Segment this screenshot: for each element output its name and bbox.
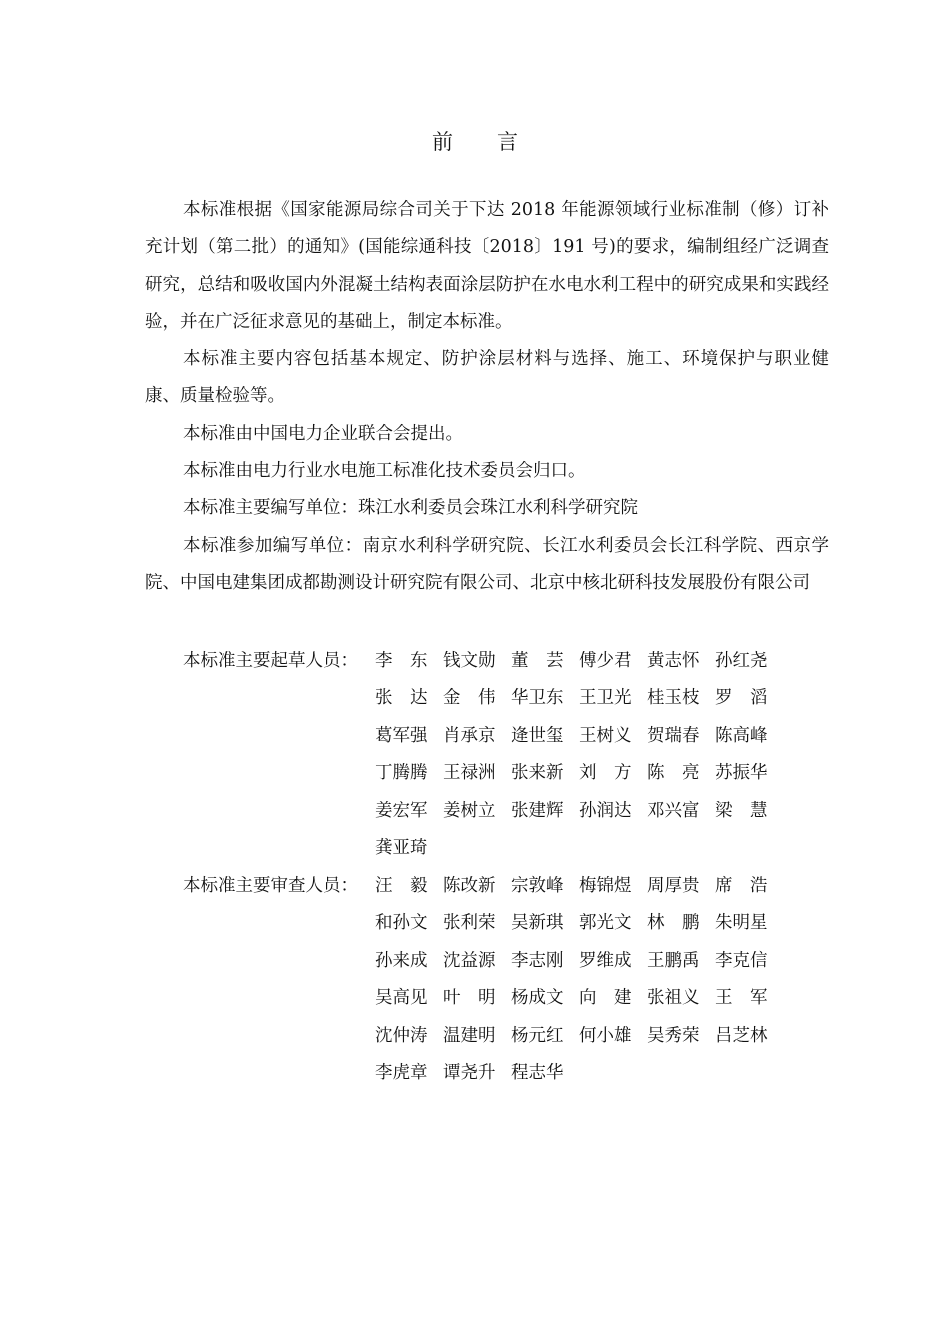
person-name: 杨成文 xyxy=(511,988,564,1009)
person-name: 罗 滔 xyxy=(715,688,768,709)
person-name: 李克信 xyxy=(715,950,768,971)
person-name: 汪 毅 xyxy=(375,876,428,896)
person-name: 王卫光 xyxy=(579,688,632,709)
paragraph-content: 本标准主要内容包括基本规定、防护涂层材料与选择、施工、环境保护与职业健康、质量检验等。 xyxy=(145,349,829,407)
person-name: 陈高峰 xyxy=(715,725,768,746)
person-name: 黄志怀 xyxy=(647,651,700,671)
person-name: 李虎章 xyxy=(375,1063,428,1083)
person-name: 姜宏军 xyxy=(375,800,428,821)
title-char: 前 xyxy=(432,130,453,154)
person-name: 和孙文 xyxy=(375,913,428,934)
person-name: 肖承京 xyxy=(443,725,496,746)
person-name: 傅少君 xyxy=(579,651,632,671)
person-name: 张 达 xyxy=(375,688,428,709)
person-name: 龚亚琦 xyxy=(375,838,428,858)
person-name: 郭光文 xyxy=(579,913,632,934)
person-name: 张来新 xyxy=(511,763,564,784)
person-name: 吴新琪 xyxy=(511,913,564,934)
person-name: 沈益源 xyxy=(443,950,496,971)
person-name: 陈 亮 xyxy=(647,763,700,784)
person-name: 王禄洲 xyxy=(443,763,496,784)
person-name: 钱文勋 xyxy=(443,651,496,671)
person-name: 席 浩 xyxy=(715,876,768,896)
person-name: 叶 明 xyxy=(443,988,496,1009)
paragraph-proposer: 本标准由中国电力企业联合会提出。 xyxy=(183,424,463,444)
person-name: 金 伟 xyxy=(443,688,496,709)
paragraph-basis: 本标准根据《国家能源局综合司关于下达 2018 年能源领域行业标准制（修）订补充计划（第二批）的通知》(国能综通科技〔2018〕191 号)的要求，编制组经广泛调查研究，总结和吸收国内外混凝土结构表面涂层防护在水电水利工程中的研究成果和实践经验，并在广泛征求意见的基础上，制定本标准。 xyxy=(145,200,829,333)
person-name: 张建辉 xyxy=(511,800,564,821)
person-name: 向 建 xyxy=(579,988,632,1009)
person-name: 罗维成 xyxy=(579,950,632,971)
person-name: 逄世玺 xyxy=(511,725,564,746)
person-name: 谭尧升 xyxy=(443,1063,496,1083)
person-name: 葛军强 xyxy=(375,725,428,746)
person-name: 苏振华 xyxy=(715,763,768,784)
person-name: 贺瑞春 xyxy=(647,725,700,746)
person-name: 刘 方 xyxy=(579,763,632,784)
person-name: 王鹏禹 xyxy=(647,950,700,971)
paragraph-administrator: 本标准由电力行业水电施工标准化技术委员会归口。 xyxy=(183,461,586,481)
person-name: 吴秀荣 xyxy=(647,1025,700,1046)
person-name: 王 军 xyxy=(715,988,768,1009)
drafters-label: 本标准主要起草人员： xyxy=(183,651,358,671)
title-char: 言 xyxy=(497,130,518,154)
person-name: 周厚贵 xyxy=(647,876,700,896)
person-name: 林 鹏 xyxy=(647,913,700,934)
person-name: 姜树立 xyxy=(443,800,496,821)
person-name: 吴高见 xyxy=(375,988,428,1009)
person-name: 张利荣 xyxy=(443,913,496,934)
person-name: 张祖义 xyxy=(647,988,700,1009)
person-name: 孙润达 xyxy=(579,800,632,821)
person-name: 杨元红 xyxy=(511,1025,564,1046)
person-name: 温建明 xyxy=(443,1025,496,1046)
person-name: 李 东 xyxy=(375,651,428,671)
person-name: 陈改新 xyxy=(443,876,496,896)
person-name: 桂玉枝 xyxy=(647,688,700,709)
paragraph-main-drafting-unit: 本标准主要编写单位：珠江水利委员会珠江水利科学研究院 xyxy=(183,498,638,518)
person-name: 华卫东 xyxy=(511,688,564,709)
paragraph-participating-units: 本标准参加编写单位：南京水利科学研究院、长江水利委员会长江科学院、西京学院、中国电建集团成都勘测设计研究院有限公司、北京中核北研科技发展股份有限公司 xyxy=(145,536,829,594)
person-name: 宗敦峰 xyxy=(511,876,564,896)
person-name: 孙来成 xyxy=(375,950,428,971)
person-name: 吕芝林 xyxy=(715,1025,768,1046)
person-name: 沈仲涛 xyxy=(375,1025,428,1046)
person-name: 邓兴富 xyxy=(647,800,700,821)
person-name: 程志华 xyxy=(511,1063,564,1083)
person-name: 梁 慧 xyxy=(715,800,768,821)
person-name: 朱明星 xyxy=(715,913,768,934)
person-name: 丁腾腾 xyxy=(375,763,428,784)
person-name: 孙红尧 xyxy=(715,651,768,671)
person-name: 梅锦煜 xyxy=(579,876,632,896)
person-name: 李志刚 xyxy=(511,950,564,971)
person-name: 董 芸 xyxy=(511,651,564,671)
person-name: 王树义 xyxy=(579,725,632,746)
reviewers-label: 本标准主要审查人员： xyxy=(183,876,358,896)
page-title xyxy=(0,126,950,156)
person-name: 何小雄 xyxy=(579,1025,632,1046)
